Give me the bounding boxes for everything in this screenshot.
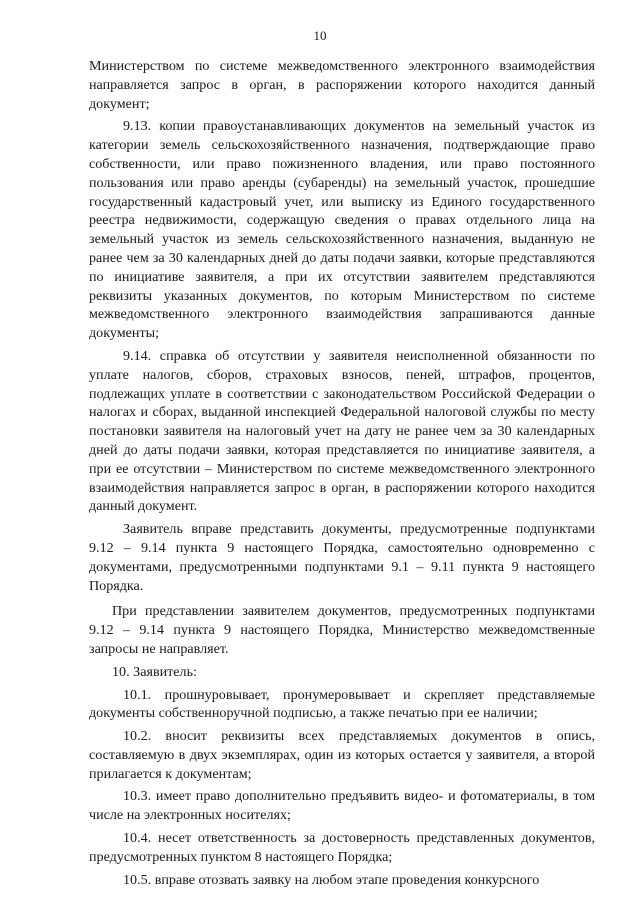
page-number: 10 [313, 28, 327, 43]
paragraph-10-heading: 10. Заявитель: [112, 663, 197, 680]
paragraph-9-13: 9.13. копии правоустанавливающих документов на земельный участок из категории земель сельскохозяйственного назначения, подтверждающие право собственности, или право пожизненного владения, или право постоянного пользования или право аренды (субаренды) на земельный участок, прошедшие государственный кадастровый учет, или выписку из Единого государственного реестра недвижимости, содержащую сведения о правах отдельного лица на земельный участок из земель сельскохозяйственного назначения, выданную не ранее чем за 30 календарных дней до даты подачи заявки, которые представляются по инициативе заявителя, а при их отсутствии заявителем представляются реквизиты указанных документов, по которым Министерством по системе межведомственного электронного взаимодействия запрашиваются данные документы; [89, 118, 595, 342]
paragraph-9-14: 9.14. справка об отсутствии у заявителя неисполненной обязанности по уплате налогов, сборов, страховых взносов, пеней, штрафов, процентов, подлежащих уплате в соответствии с законодательством Российской Федерации о налогах и сборах, выданной инспекцией Федеральной налоговой службы по месту постановки заявителя на налоговый учет на дату не ранее чем за 30 календарных дней до даты подачи заявки, которая представляется по инициативе заявителя, а при ее отсутствии – Министерством по системе межведомственного электронного взаимодействия направляется запрос в орган, в распоряжении которого находится данный документ. [89, 347, 595, 515]
paragraph-10-4: 10.4. несет ответственность за достоверность представленных документов, предусмотренных пунктом 8 настоящего Порядка; [89, 830, 595, 865]
document-body [89, 57, 595, 889]
paragraph-10-2: 10.2. вносит реквизиты всех представляемых документов в опись, составляемую в двух экземплярах, один из которых остается у заявителя, а второй прилагается к документам; [89, 728, 595, 782]
paragraph-continuation: Министерством по системе межведомственного электронного взаимодействия направляется запрос в орган, в распоряжении которого находится данный документ; [89, 58, 595, 112]
paragraph-10-1: 10.1. прошнуровывает, пронумеровывает и скрепляет представляемые документы собственноручной подписью, а также печатью при ее наличии; [89, 686, 595, 722]
paragraph-applicant-right: Заявитель вправе представить документы, предусмотренные подпунктами 9.12 – 9.14 пункта 9 настоящего Порядка, самостоятельно одновременно с документами, предусмотренными подпунктами 9.1 – 9.11 пункта 9 настоящего Порядка. [89, 521, 595, 594]
paragraph-10-3: 10.3. имеет право дополнительно предъявить видео- и фотоматериалы, в том числе на электронных носителях; [89, 788, 595, 824]
paragraph-no-requests: При представлении заявителем документов, предусмотренных подпунктами 9.12 – 9.14 пункта 9 настоящего Порядка, Министерство межведомственные запросы не направляет. [89, 603, 595, 657]
paragraph-10-5: 10.5. вправе отозвать заявку на любом этапе проведения конкурсного [123, 871, 540, 888]
